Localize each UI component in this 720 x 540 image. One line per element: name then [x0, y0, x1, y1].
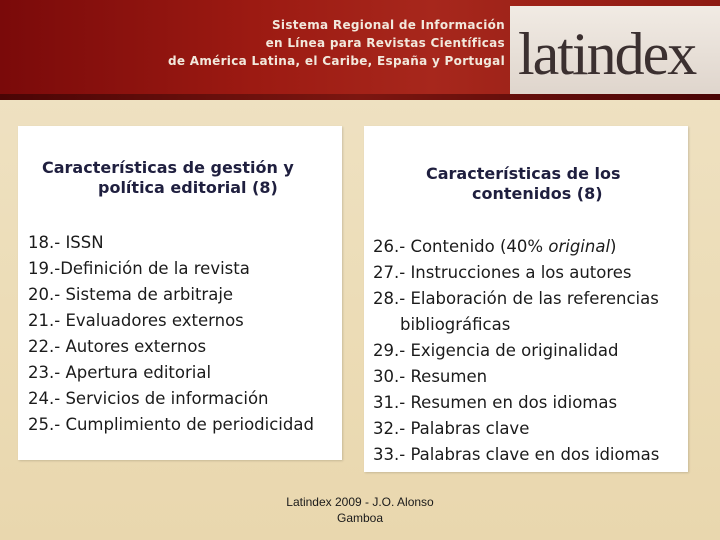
content-criteria-title	[426, 164, 686, 204]
tagline-line-2: en Línea para Revistas Científicas	[265, 36, 505, 50]
list-item: 28.- Elaboración de las referencias	[373, 289, 659, 308]
header-banner	[0, 0, 720, 100]
logo-text: latindex	[518, 21, 696, 87]
list-item: 21.- Evaluadores externos	[28, 311, 244, 330]
list-item: 31.- Resumen en dos idiomas	[373, 393, 618, 412]
list-item: 18.- ISSN	[28, 233, 104, 252]
title-line-2: contenidos (8)	[472, 184, 603, 203]
title-line-1: Características de los	[426, 164, 621, 183]
item-26-prefix: 26.- Contenido (40%	[373, 237, 549, 256]
content-criteria-list	[373, 234, 659, 468]
list-item: 22.- Autores externos	[28, 337, 207, 356]
list-item-continuation: bibliográficas	[400, 315, 511, 334]
management-criteria-list	[28, 230, 314, 438]
list-item: 29.- Exigencia de originalidad	[373, 341, 619, 360]
item-26-italic: original	[548, 237, 611, 256]
list-item: 30.- Resumen	[373, 367, 488, 386]
list-item: 25.- Cumplimiento de periodicidad	[28, 415, 314, 434]
management-criteria-panel	[18, 126, 342, 460]
list-item: 19.-Definición de la revista	[28, 259, 250, 278]
list-item: 33.- Palabras clave en dos idiomas	[373, 445, 660, 464]
title-line-2: política editorial (8)	[98, 178, 278, 197]
footer-line-1: Latindex 2009 - J.O. Alonso	[286, 495, 434, 509]
title-line-1: Características de gestión y	[42, 158, 294, 177]
slide-footer	[260, 494, 460, 526]
management-criteria-title	[42, 158, 342, 198]
header-divider	[0, 94, 720, 100]
latindex-logo	[510, 6, 720, 100]
header-tagline	[168, 16, 505, 70]
list-item: 27.- Instrucciones a los autores	[373, 263, 632, 282]
tagline-line-3: de América Latina, el Caribe, España y Portugal	[167, 54, 505, 68]
content-criteria-panel	[364, 126, 688, 472]
list-item: 24.- Servicios de información	[28, 389, 269, 408]
list-item	[373, 234, 659, 260]
list-item: 23.- Apertura editorial	[28, 363, 212, 382]
footer-line-2: Gamboa	[336, 511, 384, 525]
tagline-line-1: Sistema Regional de Información	[271, 18, 505, 32]
list-item: 20.- Sistema de arbitraje	[28, 285, 234, 304]
item-26-suffix: )	[610, 237, 617, 256]
list-item: 32.- Palabras clave	[373, 419, 530, 438]
